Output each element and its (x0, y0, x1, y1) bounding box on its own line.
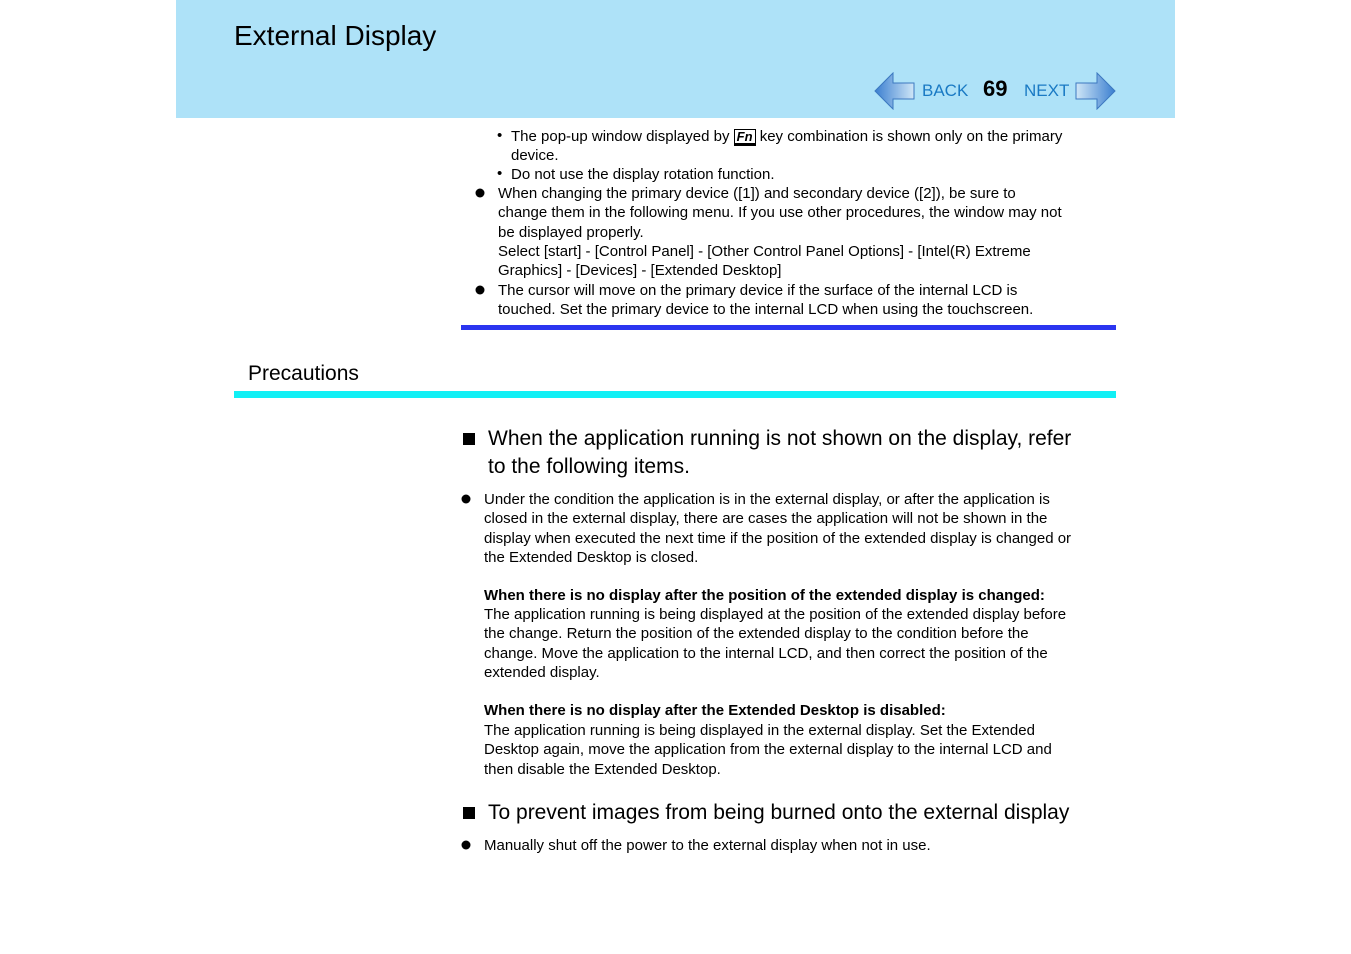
square-bullet-icon (463, 807, 475, 819)
text-line: key combination is shown only on the primary (759, 128, 1063, 145)
text-line: When changing the primary device ([1]) and secondary device ([2]), be sure to (498, 185, 1016, 202)
bullet-dot-icon (475, 285, 485, 295)
back-button[interactable] (874, 72, 974, 110)
case-title: When there is no display after the position of the extended display is changed: (484, 587, 1045, 604)
text-line: the change. Return the position of the extended display to the condition before the (484, 625, 1029, 643)
next-label: NEXT (1024, 81, 1070, 100)
text-line: The application running is being displayed at the position of the extended display before (484, 606, 1067, 623)
bullet-text (498, 184, 1062, 280)
section-title-underline (234, 391, 1116, 398)
text-line: change. Move the application to the internal LCD, and then correct the position of the (484, 644, 1048, 662)
case-title: When there is no display after the Extended Desktop is disabled: (484, 702, 946, 719)
text-line: the Extended Desktop is closed. (484, 548, 699, 566)
text-line: display when executed the next time if the position of the extended display is changed or (484, 529, 1072, 547)
case-body (484, 721, 1052, 779)
text-line: touched. Set the primary device to the internal LCD when using the touchscreen. (498, 301, 1034, 319)
page-number: 69 (983, 76, 1008, 101)
text-line: The pop-up window displayed by (511, 128, 730, 145)
text-line: device. (511, 147, 559, 165)
square-bullet-icon (463, 433, 475, 445)
bullet-text (498, 281, 1033, 320)
heading-line: When the application running is not shown on the display, refer (488, 427, 1072, 450)
text-line: Do not use the display rotation function. (511, 166, 775, 183)
bullet-text: Manually shut off the power to the external display when not in use. (484, 837, 931, 854)
text-line: Desktop again, move the application from the external display to the internal LCD and (484, 741, 1052, 759)
page-header (176, 0, 1175, 118)
subsection-heading (488, 425, 1071, 481)
text-line: Graphics] - [Devices] - [Extended Desktop] (498, 262, 782, 280)
case-body (484, 605, 1066, 682)
section-title: Precautions (248, 362, 359, 385)
subsection-heading: To prevent images from being burned onto the external display (488, 801, 1070, 824)
next-button[interactable] (1024, 72, 1119, 110)
text-line: then disable the Extended Desktop. (484, 760, 721, 778)
back-label: BACK (922, 81, 969, 100)
text-line: closed in the external display, there are cases the application will not be shown in the (484, 510, 1048, 528)
page-navigation (874, 72, 1119, 110)
sub-bullet-text (511, 127, 1062, 166)
page-title: External Display (234, 20, 437, 51)
text-line: be displayed properly. (498, 223, 644, 241)
heading-line: to the following items. (488, 455, 690, 478)
sub-bullet-text (511, 165, 775, 184)
sub-bullet-marker: • (497, 165, 503, 182)
back-arrow-icon (874, 72, 916, 110)
fn-key-icon: Fn (734, 129, 756, 146)
bullet-dot-icon (475, 188, 485, 198)
text-line: extended display. (484, 663, 600, 681)
text-line: The application running is being displayed in the external display. Set the Extended (484, 722, 1035, 739)
bullet-dot-icon (461, 840, 471, 850)
bullet-text (484, 490, 1071, 567)
section-divider (461, 325, 1116, 330)
text-line: The cursor will move on the primary device if the surface of the internal LCD is (498, 282, 1018, 299)
next-arrow-icon (1074, 72, 1116, 110)
text-line: Under the condition the application is in the external display, or after the application is (484, 491, 1050, 508)
sub-bullet-marker: • (497, 127, 503, 144)
text-line: change them in the following menu. If you use other procedures, the window may not (498, 204, 1062, 222)
text-line: Select [start] - [Control Panel] - [Other Control Panel Options] - [Intel(R) Extreme (498, 242, 1031, 260)
bullet-dot-icon (461, 494, 471, 504)
